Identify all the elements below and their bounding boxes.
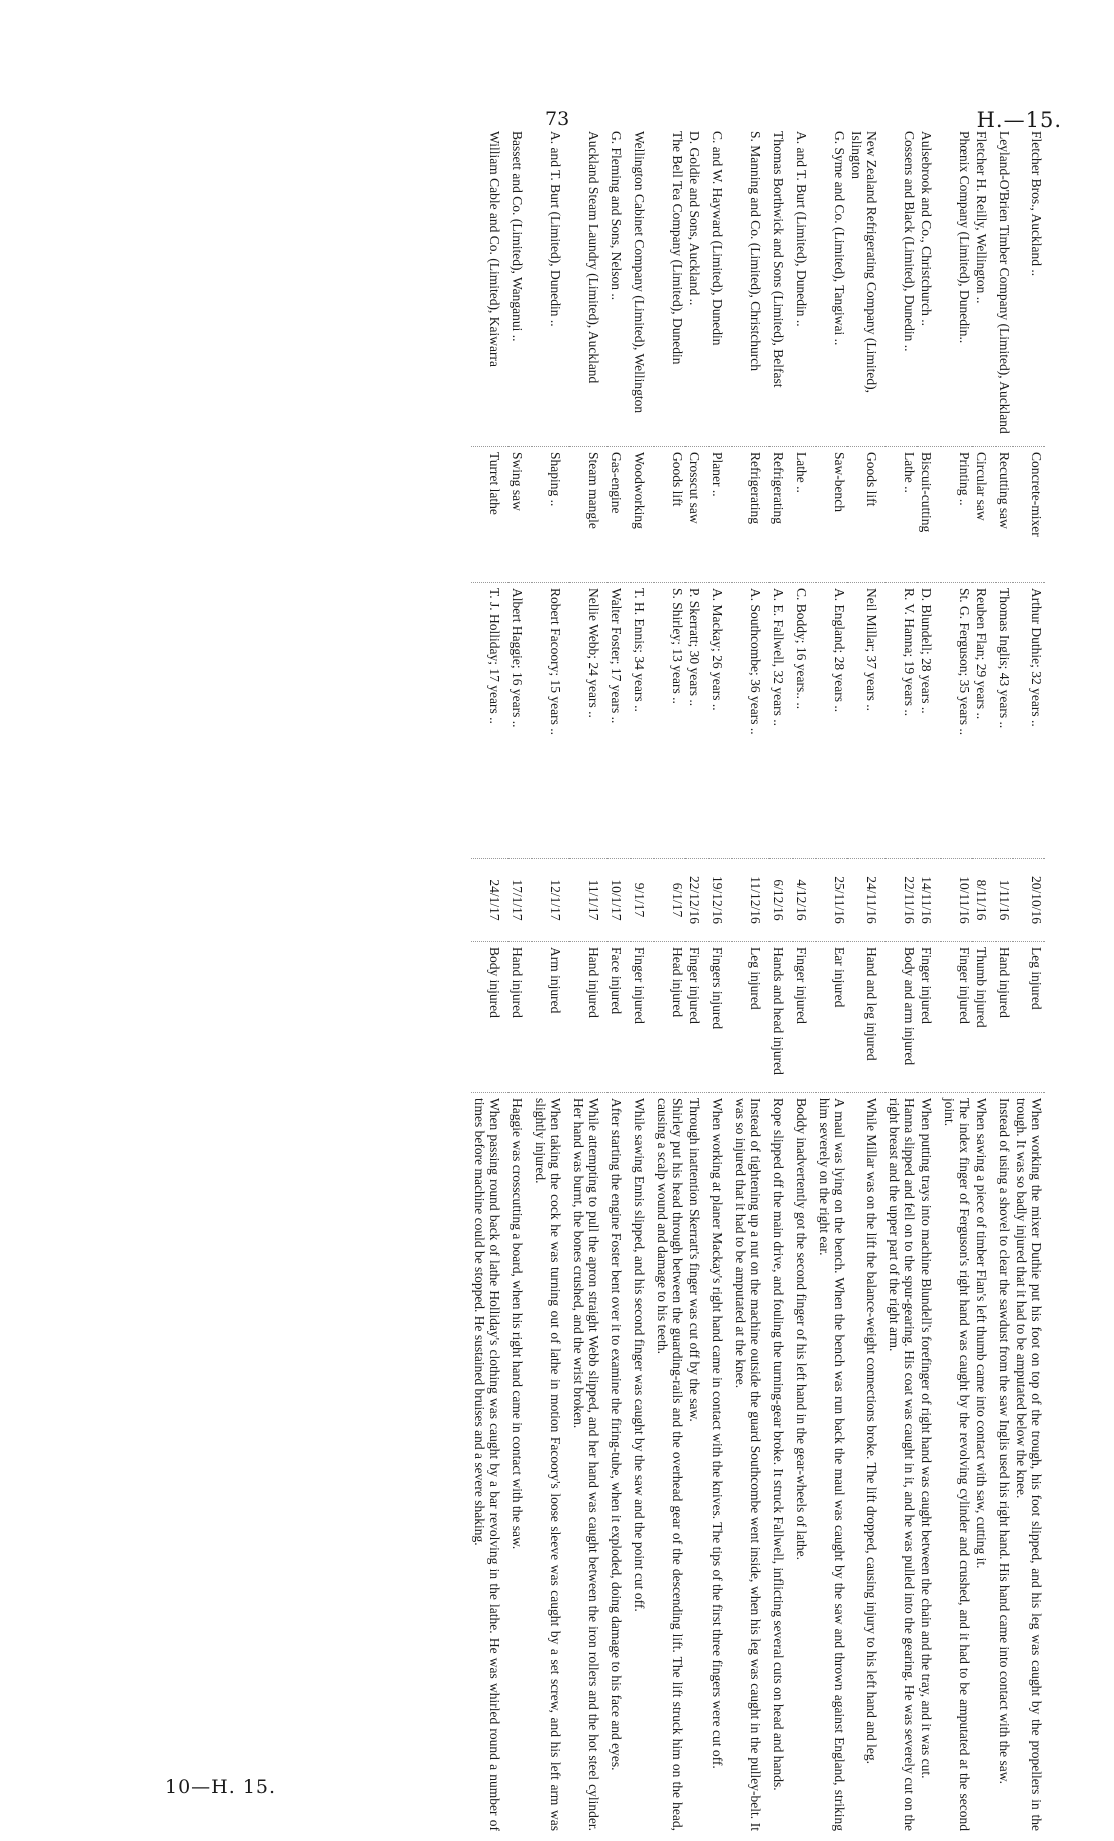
- table-row: [848, 126, 886, 1836]
- date-cell: 22/11/16: [886, 859, 918, 942]
- table-row: [608, 126, 631, 1836]
- accidents-table-body: [471, 126, 1045, 1836]
- injury-cell: Hand injured: [509, 942, 532, 1093]
- cause-cell: Shirley put his head through between the guarding-rails and the overhead gear of the descending lift. The lift struck him on the head, causing a scalp wound and damage to his teeth.: [654, 1093, 686, 1837]
- machine-cell: Woodworking: [631, 447, 654, 583]
- injury-cell: Leg injured: [732, 942, 770, 1093]
- injury-cell: Hand injured: [570, 942, 608, 1093]
- firm-cell: Aulsebrook and Co., Christchurch ..: [919, 131, 934, 326]
- signature-mark: 10—H. 15.: [165, 1776, 277, 1798]
- machine-cell: Refrigerating: [732, 447, 770, 583]
- firm-cell: Cossens and Black (Limited), Dunedin ..: [902, 131, 917, 352]
- machine-cell: Printing ..: [941, 447, 973, 583]
- cause-cell: Instead of using a shovel to clear the sawdust from the saw Inglis used his right hand. His hand came into contact with the saw.: [996, 1093, 1013, 1837]
- machine-cell: Swing saw: [509, 447, 532, 583]
- cause-cell: Through inattention Skerratt's finger was cut off by the saw.: [686, 1093, 709, 1837]
- machine-cell: Refrigerating: [770, 447, 793, 583]
- machine-cell: Goods lift: [654, 447, 686, 583]
- person-cell: A. England; 28 years ..: [816, 583, 848, 859]
- person-cell: St. G. Ferguson; 35 years ..: [941, 583, 973, 859]
- date-cell: 1/11/16: [996, 859, 1013, 942]
- table-row: [770, 126, 793, 1836]
- person-cell: P. Skerratt; 30 years ..: [686, 583, 709, 859]
- machine-cell: Recutting saw: [996, 447, 1013, 583]
- machine-cell: Biscuit-cutting: [918, 447, 941, 583]
- table-row: [941, 126, 973, 1836]
- date-cell: 12/1/17: [532, 859, 570, 942]
- date-cell: 10/11/16: [941, 859, 973, 942]
- cause-cell: When working the mixer Duthie put his foot on top of the trough, his foot slipped, and his leg was caught by the propellers in the trough. It was so badly injured that it had to be amputated below the knee.: [1013, 1093, 1045, 1837]
- firm-cell: A. and T. Burt (Limited), Dunedin ..: [794, 131, 809, 327]
- cause-cell: When working at planer Mackay's right hand came in contact with the knives. The tips of the first three fingers were cut off.: [709, 1093, 732, 1837]
- firm-cell: Leyland-O'Brien Timber Company (Limited), Auckland: [997, 131, 1012, 434]
- person-cell: Nellie Webb; 24 years ..: [570, 583, 608, 859]
- firm-cell: The Bell Tea Company (Limited), Dunedin: [670, 131, 685, 365]
- table-row: [471, 126, 509, 1836]
- table-row: [631, 126, 654, 1836]
- cause-cell: When passing round back of lathe Holliday's clothing was caught by a bar revolving in the lathe. He was whirled round a number of times before machine could be stopped. He sustained bruises and a severe shaking.: [471, 1093, 509, 1837]
- table-row: [886, 126, 918, 1836]
- date-cell: 9/1/17: [631, 859, 654, 942]
- cause-cell: When taking the cock he was turning out of lathe in motion Facoory's loose sleeve was caught by a set screw, and his left arm was slightly injured.: [532, 1093, 570, 1837]
- firm-cell: C. and W. Hayward (Limited), Dunedin: [710, 131, 725, 346]
- machine-cell: Concrete-mixer: [1013, 447, 1045, 583]
- cause-cell: When sawing a piece of timber Flan's left thumb came into contact with saw, cutting it.: [973, 1093, 996, 1837]
- firm-cell: G. Fleming and Sons, Nelson ..: [609, 131, 624, 301]
- firm-cell: G. Syme and Co. (Limited), Tangiwai ..: [832, 131, 847, 346]
- table-row: [732, 126, 770, 1836]
- person-cell: A. Southcombe; 36 years ..: [732, 583, 770, 859]
- cause-cell: Haggie was crosscutting a board, when his right hand came in contact with the saw.: [509, 1093, 532, 1837]
- cause-cell: Boddy inadvertently got the second finger of his left hand in the gear-wheels of lathe.: [793, 1093, 816, 1837]
- injury-cell: Hand and leg injured: [848, 942, 886, 1093]
- table-row: [570, 126, 608, 1836]
- date-cell: 6/12/16: [770, 859, 793, 942]
- injury-cell: Finger injured: [918, 942, 941, 1093]
- injury-cell: Finger injured: [941, 942, 973, 1093]
- injury-cell: Arm injured: [532, 942, 570, 1093]
- date-cell: 25/11/16: [816, 859, 848, 942]
- table-row: [973, 126, 996, 1836]
- person-cell: R. V. Hanna; 19 years ..: [886, 583, 918, 859]
- cause-cell: After starting the engine Foster bent over it to examine the firing-tube, when it exploded, doing damage to his face and eyes.: [608, 1093, 631, 1837]
- date-cell: 14/11/16: [918, 859, 941, 942]
- person-cell: Neil Millar; 37 years ..: [848, 583, 886, 859]
- person-cell: Walter Foster; 17 years ..: [608, 583, 631, 859]
- date-cell: 19/12/16: [709, 859, 732, 942]
- report-code: H.—15.: [976, 108, 1062, 132]
- cause-cell: While sawing Ennis slipped, and his second finger was caught by the saw and the point cut off.: [631, 1093, 654, 1837]
- date-cell: 24/11/16: [848, 859, 886, 942]
- machine-cell: Turret lathe: [471, 447, 509, 583]
- date-cell: 24/1/17: [471, 859, 509, 942]
- firm-cell: New Zealand Refrigerating Company (Limited), Islington: [849, 131, 879, 394]
- firm-cell: Auckland Steam Laundry (Limited), Auckland: [586, 131, 601, 384]
- person-cell: Thomas Inglis; 43 years ..: [996, 583, 1013, 859]
- cause-cell: The index finger of Ferguson's right hand was caught by the revolving cylinder and crushed, and it had to be amputated at the second joint.: [941, 1093, 973, 1837]
- firm-cell: D. Goldie and Sons, Auckland ..: [687, 131, 702, 306]
- cause-cell: While Millar was on the lift the balance-weight connections broke. The lift dropped, causing injury to his left hand and leg.: [848, 1093, 886, 1837]
- person-cell: C. Boddy; 16 years.. ..: [793, 583, 816, 859]
- machine-cell: Planer ..: [709, 447, 732, 583]
- date-cell: 8/11/16: [973, 859, 996, 942]
- firm-cell: Wellington Cabinet Company (Limited), Wellington: [632, 131, 647, 414]
- injury-cell: Body injured: [471, 942, 509, 1093]
- cause-cell: A maul was lying on the bench. When the bench was run back the maul was caught by the saw and thrown against England, striking him severely on the right ear.: [816, 1093, 848, 1837]
- person-cell: A. Mackay; 26 years ..: [709, 583, 732, 859]
- machine-cell: Lathe ..: [886, 447, 918, 583]
- machine-cell: Circular saw: [973, 447, 996, 583]
- cause-cell: When putting trays into machine Blundell's forefinger of right hand was caught between the chain and the tray, and it was cut.: [918, 1093, 941, 1837]
- date-cell: 22/12/16: [686, 859, 709, 942]
- cause-cell: Hanna slipped and fell on to the spur-gearing. His coat was caught in it, and he was pulled into the gearing. He was severely cut on the right breast and the upper part of the right arm.: [886, 1093, 918, 1837]
- table-row: [709, 126, 732, 1836]
- cause-cell: While attempting to pull the apron straight Webb slipped, and her hand was caught between the iron rollers and the hot steel cylinder. Her hand was burnt, the bones crushed, and the wrist broken.: [570, 1093, 608, 1837]
- machine-cell: Steam mangle: [570, 447, 608, 583]
- firm-cell: Bassett and Co. (Limited), Wanganui ..: [510, 131, 525, 342]
- injury-cell: Finger injured: [793, 942, 816, 1093]
- firm-cell: Phœnix Company (Limited), Dunedin..: [957, 131, 972, 344]
- firm-cell: Fletcher H. Reilly, Wellington ..: [974, 131, 989, 304]
- date-cell: 4/12/16: [793, 859, 816, 942]
- injury-cell: Fingers injured: [709, 942, 732, 1093]
- accidents-table-rotated: [125, 126, 1045, 1836]
- firm-cell: William Cable and Co. (Limited), Kaiwarra: [487, 131, 502, 368]
- machine-cell: Goods lift: [848, 447, 886, 583]
- accidents-table: [471, 126, 1045, 1836]
- date-cell: 6/1/17: [654, 859, 686, 942]
- injury-cell: Head injured: [654, 942, 686, 1093]
- date-cell: 10/1/17: [608, 859, 631, 942]
- machine-cell: Lathe ..: [793, 447, 816, 583]
- person-cell: Robert Facoory; 15 years ..: [532, 583, 570, 859]
- injury-cell: Body and arm injured: [886, 942, 918, 1093]
- injury-cell: Face injured: [608, 942, 631, 1093]
- machine-cell: Saw-bench: [816, 447, 848, 583]
- page-number: 73: [545, 108, 570, 130]
- table-row: [532, 126, 570, 1836]
- person-cell: D. Blundell; 28 years ..: [918, 583, 941, 859]
- date-cell: 20/10/16: [1013, 859, 1045, 942]
- firm-cell: Fletcher Bros., Auckland ..: [1029, 131, 1044, 277]
- machine-cell: Crosscut saw: [686, 447, 709, 583]
- injury-cell: Finger injured: [686, 942, 709, 1093]
- date-cell: 11/1/17: [570, 859, 608, 942]
- table-row: [996, 126, 1013, 1836]
- person-cell: A. E. Fallwell, 32 years ..: [770, 583, 793, 859]
- table-row: [1013, 126, 1045, 1836]
- injury-cell: Hand injured: [996, 942, 1013, 1093]
- injury-cell: Hands and head injured: [770, 942, 793, 1093]
- date-cell: 17/1/17: [509, 859, 532, 942]
- firm-cell: Thomas Borthwick and Sons (Limited), Belfast: [771, 131, 786, 388]
- table-row: [793, 126, 816, 1836]
- date-cell: 11/12/16: [732, 859, 770, 942]
- table-row: [654, 126, 686, 1836]
- injury-cell: Thumb injured: [973, 942, 996, 1093]
- person-cell: T. J. Holliday; 17 years ..: [471, 583, 509, 859]
- table-row: [816, 126, 848, 1836]
- person-cell: Albert Haggie; 16 years ..: [509, 583, 532, 859]
- cause-cell: Rope slipped off the main drive, and fouling the turning-gear broke. It struck Fallwell, inflicting several cuts on head and hands.: [770, 1093, 793, 1837]
- firm-cell: S. Manning and Co. (Limited), Christchurch: [748, 131, 763, 371]
- cause-cell: Instead of tightening up a nut on the machine outside the guard Southcombe went inside, when his leg was caught in the pulley-belt. It was so injured that it had to be amputated at the knee.: [732, 1093, 770, 1837]
- table-row: [509, 126, 532, 1836]
- machine-cell: Shaping ..: [532, 447, 570, 583]
- person-cell: T. H. Ennis; 34 years ..: [631, 583, 654, 859]
- injury-cell: Ear injured: [816, 942, 848, 1093]
- table-row: [686, 126, 709, 1836]
- person-cell: S. Shirley; 13 years ..: [654, 583, 686, 859]
- injury-cell: Finger injured: [631, 942, 654, 1093]
- table-row: [918, 126, 941, 1836]
- machine-cell: Gas-engine: [608, 447, 631, 583]
- injury-cell: Leg injured: [1013, 942, 1045, 1093]
- person-cell: Reuben Flan; 29 years ..: [973, 583, 996, 859]
- person-cell: Arthur Duthie; 32 years ..: [1013, 583, 1045, 859]
- firm-cell: A. and T. Burt (Limited), Dunedin ..: [548, 131, 563, 327]
